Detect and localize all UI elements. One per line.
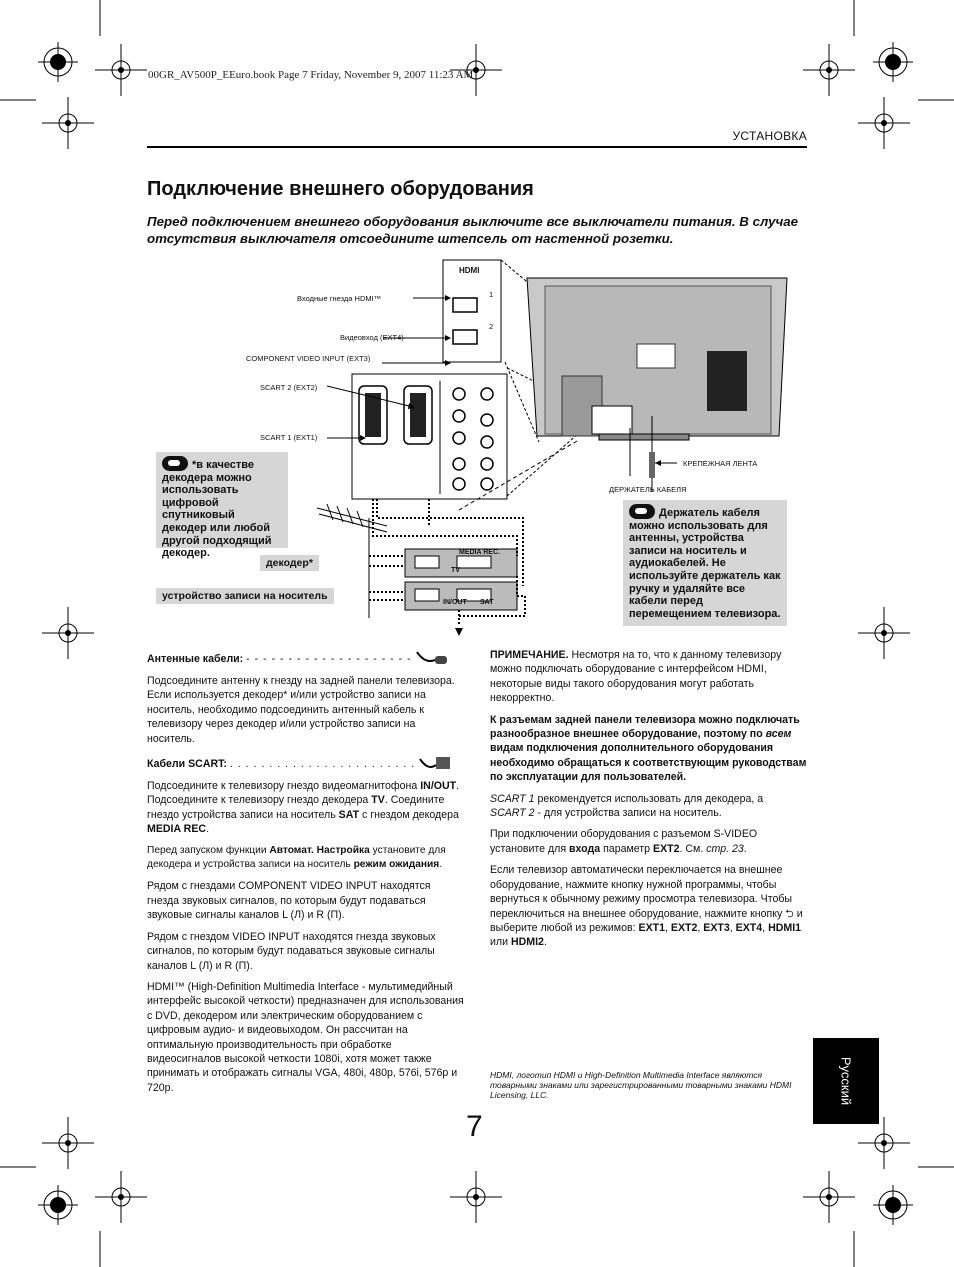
label-scart1: SCART 1 (EXT1) (260, 433, 318, 442)
hdmi-port-1-label: 1 (489, 290, 494, 299)
intro-warning: Перед подключением внешнего оборудования выключите все выключатели питания. В случае отсутствия выключателя отсоедините штепсель от настенной розетки. (147, 214, 799, 246)
hdmi-logo: HDMI (459, 266, 480, 275)
antenna-cables-heading: Антенные кабели: (147, 653, 244, 665)
scart-text: Подсоедините к телевизору гнездо видеомагнитофона IN/OUT. Подсоедините к телевизору гнездо декодера TV. Соедините гнездо устройства записи на носитель SAT с гнездом декодера MEDIA REC. (147, 780, 460, 836)
svideo-text: При подключении оборудования с разъемом S-VIDEO установите для входа параметр EXT2. См. стр. 23. (490, 828, 758, 855)
label-in-out: IN/OUT (443, 599, 467, 606)
note-text: ПРИМЕЧАНИЕ. Несмотря на то, что к данному телевизору можно подключать оборудование с интерфейсом HDMI, некоторые виды такого оборудования могут работать некорректно. (490, 649, 782, 705)
file-info-line: 00GR_AV500P_EEuro.book Page 7 Friday, November 9, 2007 11:23 AM (148, 69, 474, 81)
connection-diagram (147, 256, 807, 641)
video-input-text: Рядом с гнездом VIDEO INPUT находятся гнезда звуковых сигналов, по которым будут подаваться звуковые сигналы каналов L (Л) и R (П). (147, 930, 436, 972)
decoder-tag: декодер* (260, 555, 319, 571)
standby-text: Перед запуском функции Автомат. Настройка установите для декодера и устройства записи на носитель режим ожидания. (147, 844, 446, 871)
page-number: 7 (466, 1110, 483, 1143)
cable-holder-note: Держатель кабеля можно использовать для антенны, устройства записи на носитель и аудиокабелей. Не используйте держатель как ручку и удаляйте все кабели перед перемещением телевизора. (623, 500, 787, 626)
label-cable-holder: ДЕРЖАТЕЛЬ КАБЕЛЯ (609, 485, 687, 494)
label-sat: SAT (480, 599, 494, 606)
recorder-tag: устройство записи на носитель (156, 588, 334, 604)
leader-dots: - - - - - - - - - - - - - - - - - - - - (246, 653, 412, 665)
scart-cables-heading: Кабели SCART: (147, 758, 227, 771)
label-hdmi-inputs: Входные гнезда HDMI™ (297, 294, 382, 303)
label-tv: TV (451, 567, 460, 574)
label-component: COMPONENT VIDEO INPUT (EXT3) (246, 354, 371, 363)
component-text: Рядом с гнездами COMPONENT VIDEO INPUT находятся гнезда звуковых сигналов, по которым будут подаваться звуковые сигналы каналов L (Л) и R (П). (147, 880, 431, 922)
hand-pointer-icon (629, 504, 655, 519)
label-strap: КРЕПЕЖНАЯ ЛЕНТА (683, 459, 758, 468)
header-rule (147, 146, 807, 148)
label-scart2: SCART 2 (EXT2) (260, 383, 318, 392)
hdmi-port-2-label: 2 (489, 322, 494, 331)
leader-dots: . . . . . . . . . . . . . . . . . . . . . . . . (229, 758, 416, 771)
antenna-plug-icon (415, 648, 449, 668)
scart-usage-text: SCART 1 рекомендуется использовать для декодера, а SCART 2 - для устройства записи на носитель. (490, 792, 764, 820)
trademark-note: HDMI, логотип HDMI и High-Definition Multimedia Interface являются товарными знаками или зарегистрированными товарными знаками HDMI Licensing, LLC. (490, 1070, 792, 1100)
manuals-text: К разъемам задней панели телевизора можно подключать разнообразное внешнее оборудование, поэтому по всем видам подключения дополнительного оборудования необходимо обращаться к соответствующим руководствам по эксплуатации для пользователей. (490, 713, 807, 784)
input-source-icon: ⮌ (785, 907, 794, 920)
left-column (147, 648, 465, 1102)
right-column (490, 648, 808, 957)
antenna-text: Подсоедините антенну к гнезду на задней панели телевизора. Если используется декодер* и/или устройство записи на носитель, необходимо подсоединить антенный кабель к телевизору через декодер и/или устройство записи на носитель. (147, 675, 455, 745)
section-title: УСТАНОВКА (732, 129, 807, 143)
hand-pointer-icon (162, 456, 188, 471)
page-title: Подключение внешнего оборудования (147, 178, 534, 200)
label-video-ext4: Видеовход (EXT4) (340, 333, 404, 342)
scart-plug-icon (418, 753, 452, 773)
auto-switch-text: Если телевизор автоматически переключается на внешнее оборудование, нажмите кнопку нужной программы, чтобы вернуться к обычному режиму просмотра телевизора. Чтобы переключиться на внешнее оборудование, нажмите кнопку ⮌ и выберите любой из режимов: EXT1, EXT2, EXT3, EXT4, HDMI1 или HDMI2. (490, 864, 803, 949)
hdmi-text: HDMI™ (High-Definition Multimedia Interface - мультимедийный интерфейс высокой четкости) предназначен для использования с DVD, декодером или электрическим оборудованием с цифровым аудио- и видеовыходом. Он рассчитан на оптимальную производительность при обработке видеосигналов высокой четкости 1080i, хотя может также принимать и отображать сигналы VGA, 480i, 480p, 576i, 576p и 720p. (147, 980, 464, 1094)
decoder-note: *в качестве декодера можно использовать цифровой спутниковый декодер или любой другой подходящий декодер. (156, 452, 288, 548)
label-media-rec: MEDIA REC. (459, 549, 500, 556)
language-tab: Русский (813, 1038, 879, 1124)
